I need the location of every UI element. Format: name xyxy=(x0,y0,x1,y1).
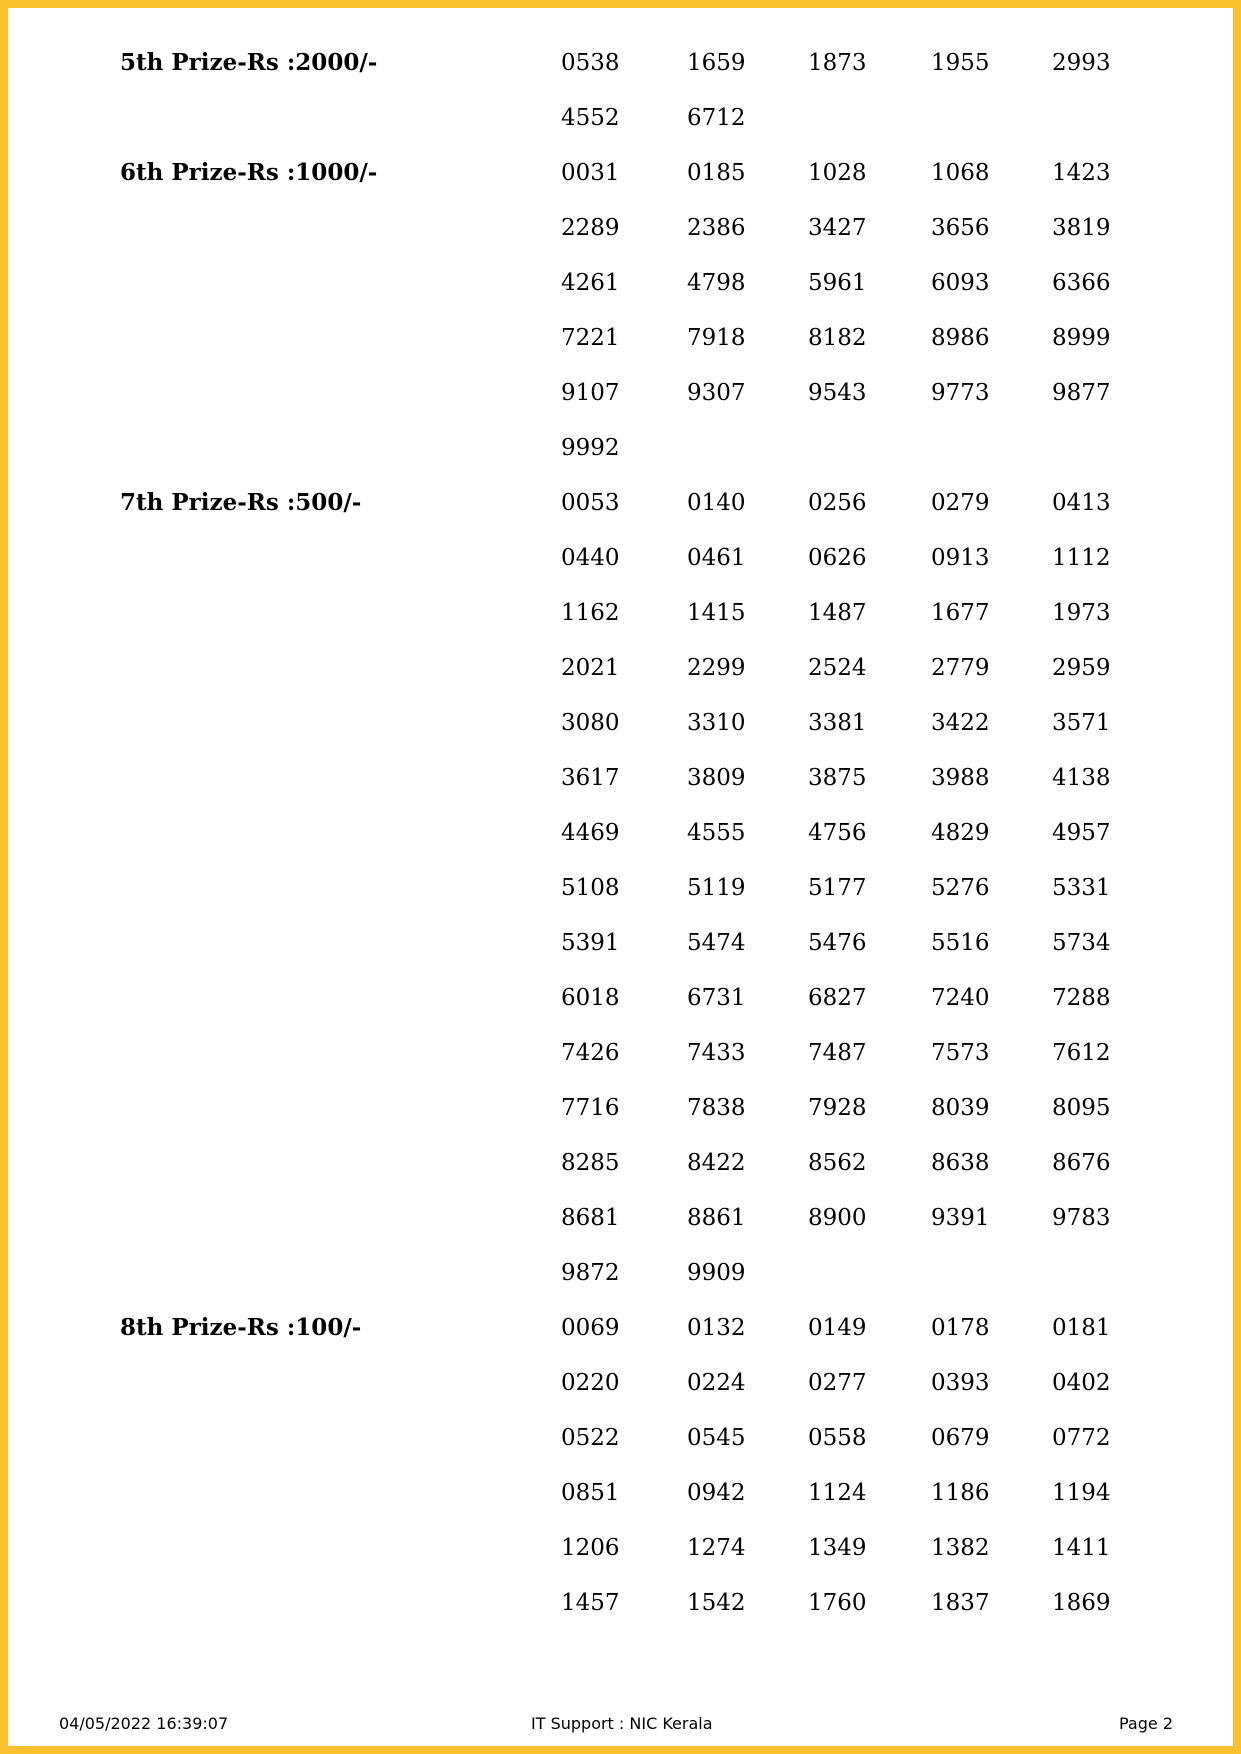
ticket-number: 4469 xyxy=(561,820,620,846)
ticket-number: 1457 xyxy=(561,1590,620,1616)
ticket-number: 0402 xyxy=(1052,1370,1111,1396)
ticket-number: 7433 xyxy=(687,1040,746,1066)
ticket-number: 3571 xyxy=(1052,710,1111,736)
prize-row xyxy=(0,648,1241,688)
prize-row xyxy=(0,1363,1241,1403)
ticket-number: 1659 xyxy=(687,50,746,76)
ticket-number: 0942 xyxy=(687,1480,746,1506)
prize-row xyxy=(0,1528,1241,1568)
ticket-number: 8861 xyxy=(687,1205,746,1231)
ticket-number: 1955 xyxy=(931,50,990,76)
prize-row xyxy=(0,813,1241,853)
ticket-number: 1112 xyxy=(1052,545,1111,571)
ticket-number: 1542 xyxy=(687,1590,746,1616)
ticket-number: 8681 xyxy=(561,1205,620,1231)
ticket-number: 5961 xyxy=(808,270,867,296)
ticket-number: 4555 xyxy=(687,820,746,846)
ticket-number: 2993 xyxy=(1052,50,1111,76)
ticket-number: 5108 xyxy=(561,875,620,901)
ticket-number: 8986 xyxy=(931,325,990,351)
ticket-number: 8900 xyxy=(808,1205,867,1231)
ticket-number: 0413 xyxy=(1052,490,1111,516)
ticket-number: 0277 xyxy=(808,1370,867,1396)
ticket-number: 9107 xyxy=(561,380,620,406)
ticket-number: 1423 xyxy=(1052,160,1111,186)
prize-row xyxy=(0,593,1241,633)
ticket-number: 3656 xyxy=(931,215,990,241)
ticket-number: 4756 xyxy=(808,820,867,846)
ticket-number: 0558 xyxy=(808,1425,867,1451)
ticket-number: 9909 xyxy=(687,1260,746,1286)
ticket-number: 5516 xyxy=(931,930,990,956)
ticket-number: 2524 xyxy=(808,655,867,681)
ticket-number: 7426 xyxy=(561,1040,620,1066)
ticket-number: 1206 xyxy=(561,1535,620,1561)
ticket-number: 8562 xyxy=(808,1150,867,1176)
ticket-number: 4957 xyxy=(1052,820,1111,846)
ticket-number: 1873 xyxy=(808,50,867,76)
ticket-number: 7838 xyxy=(687,1095,746,1121)
prize-label: 7th Prize-Rs :500/- xyxy=(120,489,362,516)
prize-row xyxy=(0,428,1241,468)
ticket-number: 5734 xyxy=(1052,930,1111,956)
ticket-number: 7221 xyxy=(561,325,620,351)
ticket-number: 1274 xyxy=(687,1535,746,1561)
ticket-number: 9391 xyxy=(931,1205,990,1231)
prize-row xyxy=(0,1033,1241,1073)
prize-row xyxy=(0,538,1241,578)
ticket-number: 7928 xyxy=(808,1095,867,1121)
ticket-number: 8638 xyxy=(931,1150,990,1176)
ticket-number: 4798 xyxy=(687,270,746,296)
ticket-number: 9872 xyxy=(561,1260,620,1286)
prize-row xyxy=(0,153,1241,193)
ticket-number: 8285 xyxy=(561,1150,620,1176)
ticket-number: 0140 xyxy=(687,490,746,516)
prize-row xyxy=(0,978,1241,1018)
ticket-number: 1415 xyxy=(687,600,746,626)
ticket-number: 1186 xyxy=(931,1480,990,1506)
ticket-number: 0149 xyxy=(808,1315,867,1341)
ticket-number: 1487 xyxy=(808,600,867,626)
ticket-number: 9543 xyxy=(808,380,867,406)
ticket-number: 1973 xyxy=(1052,600,1111,626)
ticket-number: 4261 xyxy=(561,270,620,296)
prize-row xyxy=(0,1253,1241,1293)
ticket-number: 1869 xyxy=(1052,1590,1111,1616)
ticket-number: 8039 xyxy=(931,1095,990,1121)
prize-row xyxy=(0,868,1241,908)
footer-support: IT Support : NIC Kerala xyxy=(531,1714,713,1733)
prize-row xyxy=(0,1308,1241,1348)
ticket-number: 0393 xyxy=(931,1370,990,1396)
ticket-number: 1837 xyxy=(931,1590,990,1616)
ticket-number: 0913 xyxy=(931,545,990,571)
prize-row xyxy=(0,1583,1241,1623)
prize-row xyxy=(0,373,1241,413)
ticket-number: 3809 xyxy=(687,765,746,791)
ticket-number: 5331 xyxy=(1052,875,1111,901)
footer-timestamp: 04/05/2022 16:39:07 xyxy=(59,1714,229,1733)
prize-label: 6th Prize-Rs :1000/- xyxy=(120,159,378,186)
prize-row xyxy=(0,923,1241,963)
prize-row xyxy=(0,758,1241,798)
ticket-number: 9783 xyxy=(1052,1205,1111,1231)
ticket-number: 3381 xyxy=(808,710,867,736)
ticket-number: 3422 xyxy=(931,710,990,736)
ticket-number: 0522 xyxy=(561,1425,620,1451)
prize-row xyxy=(0,1088,1241,1128)
prize-row xyxy=(0,43,1241,83)
prize-row xyxy=(0,98,1241,138)
ticket-number: 1124 xyxy=(808,1480,867,1506)
prize-label: 8th Prize-Rs :100/- xyxy=(120,1314,362,1341)
ticket-number: 6712 xyxy=(687,105,746,131)
ticket-number: 0185 xyxy=(687,160,746,186)
ticket-number: 6018 xyxy=(561,985,620,1011)
prize-row xyxy=(0,483,1241,523)
ticket-number: 8095 xyxy=(1052,1095,1111,1121)
ticket-number: 0178 xyxy=(931,1315,990,1341)
ticket-number: 0279 xyxy=(931,490,990,516)
ticket-number: 2021 xyxy=(561,655,620,681)
ticket-number: 8676 xyxy=(1052,1150,1111,1176)
ticket-number: 0132 xyxy=(687,1315,746,1341)
ticket-number: 1382 xyxy=(931,1535,990,1561)
footer-page-number: Page 2 xyxy=(1119,1714,1173,1733)
ticket-number: 1411 xyxy=(1052,1535,1111,1561)
prize-row xyxy=(0,1198,1241,1238)
ticket-number: 4138 xyxy=(1052,765,1111,791)
ticket-number: 1760 xyxy=(808,1590,867,1616)
ticket-number: 3617 xyxy=(561,765,620,791)
ticket-number: 4552 xyxy=(561,105,620,131)
ticket-number: 9773 xyxy=(931,380,990,406)
ticket-number: 7612 xyxy=(1052,1040,1111,1066)
ticket-number: 5177 xyxy=(808,875,867,901)
ticket-number: 9992 xyxy=(561,435,620,461)
ticket-number: 0181 xyxy=(1052,1315,1111,1341)
prize-label: 5th Prize-Rs :2000/- xyxy=(120,49,378,76)
ticket-number: 5391 xyxy=(561,930,620,956)
ticket-number: 3988 xyxy=(931,765,990,791)
ticket-number: 2299 xyxy=(687,655,746,681)
ticket-number: 7573 xyxy=(931,1040,990,1066)
ticket-number: 6093 xyxy=(931,270,990,296)
ticket-number: 0069 xyxy=(561,1315,620,1341)
ticket-number: 8182 xyxy=(808,325,867,351)
ticket-number: 8422 xyxy=(687,1150,746,1176)
ticket-number: 6366 xyxy=(1052,270,1111,296)
prize-row xyxy=(0,263,1241,303)
ticket-number: 1677 xyxy=(931,600,990,626)
ticket-number: 9307 xyxy=(687,380,746,406)
ticket-number: 0626 xyxy=(808,545,867,571)
prize-row xyxy=(0,208,1241,248)
ticket-number: 5119 xyxy=(687,875,746,901)
ticket-number: 1068 xyxy=(931,160,990,186)
ticket-number: 9877 xyxy=(1052,380,1111,406)
ticket-number: 3080 xyxy=(561,710,620,736)
ticket-number: 3427 xyxy=(808,215,867,241)
ticket-number: 1349 xyxy=(808,1535,867,1561)
ticket-number: 0053 xyxy=(561,490,620,516)
ticket-number: 2779 xyxy=(931,655,990,681)
ticket-number: 0220 xyxy=(561,1370,620,1396)
ticket-number: 7288 xyxy=(1052,985,1111,1011)
ticket-number: 0679 xyxy=(931,1425,990,1451)
ticket-number: 0031 xyxy=(561,160,620,186)
ticket-number: 1028 xyxy=(808,160,867,186)
ticket-number: 8999 xyxy=(1052,325,1111,351)
ticket-number: 7716 xyxy=(561,1095,620,1121)
ticket-number: 6731 xyxy=(687,985,746,1011)
ticket-number: 2959 xyxy=(1052,655,1111,681)
ticket-number: 0772 xyxy=(1052,1425,1111,1451)
ticket-number: 5476 xyxy=(808,930,867,956)
ticket-number: 5276 xyxy=(931,875,990,901)
ticket-number: 0538 xyxy=(561,50,620,76)
ticket-number: 0224 xyxy=(687,1370,746,1396)
ticket-number: 0440 xyxy=(561,545,620,571)
prize-row xyxy=(0,1418,1241,1458)
ticket-number: 4829 xyxy=(931,820,990,846)
ticket-number: 7918 xyxy=(687,325,746,351)
ticket-number: 3310 xyxy=(687,710,746,736)
ticket-number: 2386 xyxy=(687,215,746,241)
prize-row xyxy=(0,703,1241,743)
ticket-number: 7487 xyxy=(808,1040,867,1066)
ticket-number: 1194 xyxy=(1052,1480,1111,1506)
prize-row xyxy=(0,1143,1241,1183)
ticket-number: 0545 xyxy=(687,1425,746,1451)
ticket-number: 1162 xyxy=(561,600,620,626)
ticket-number: 3819 xyxy=(1052,215,1111,241)
ticket-number: 7240 xyxy=(931,985,990,1011)
ticket-number: 0461 xyxy=(687,545,746,571)
ticket-number: 3875 xyxy=(808,765,867,791)
prize-row xyxy=(0,318,1241,358)
prize-row xyxy=(0,1473,1241,1513)
ticket-number: 6827 xyxy=(808,985,867,1011)
ticket-number: 2289 xyxy=(561,215,620,241)
ticket-number: 5474 xyxy=(687,930,746,956)
ticket-number: 0851 xyxy=(561,1480,620,1506)
ticket-number: 0256 xyxy=(808,490,867,516)
